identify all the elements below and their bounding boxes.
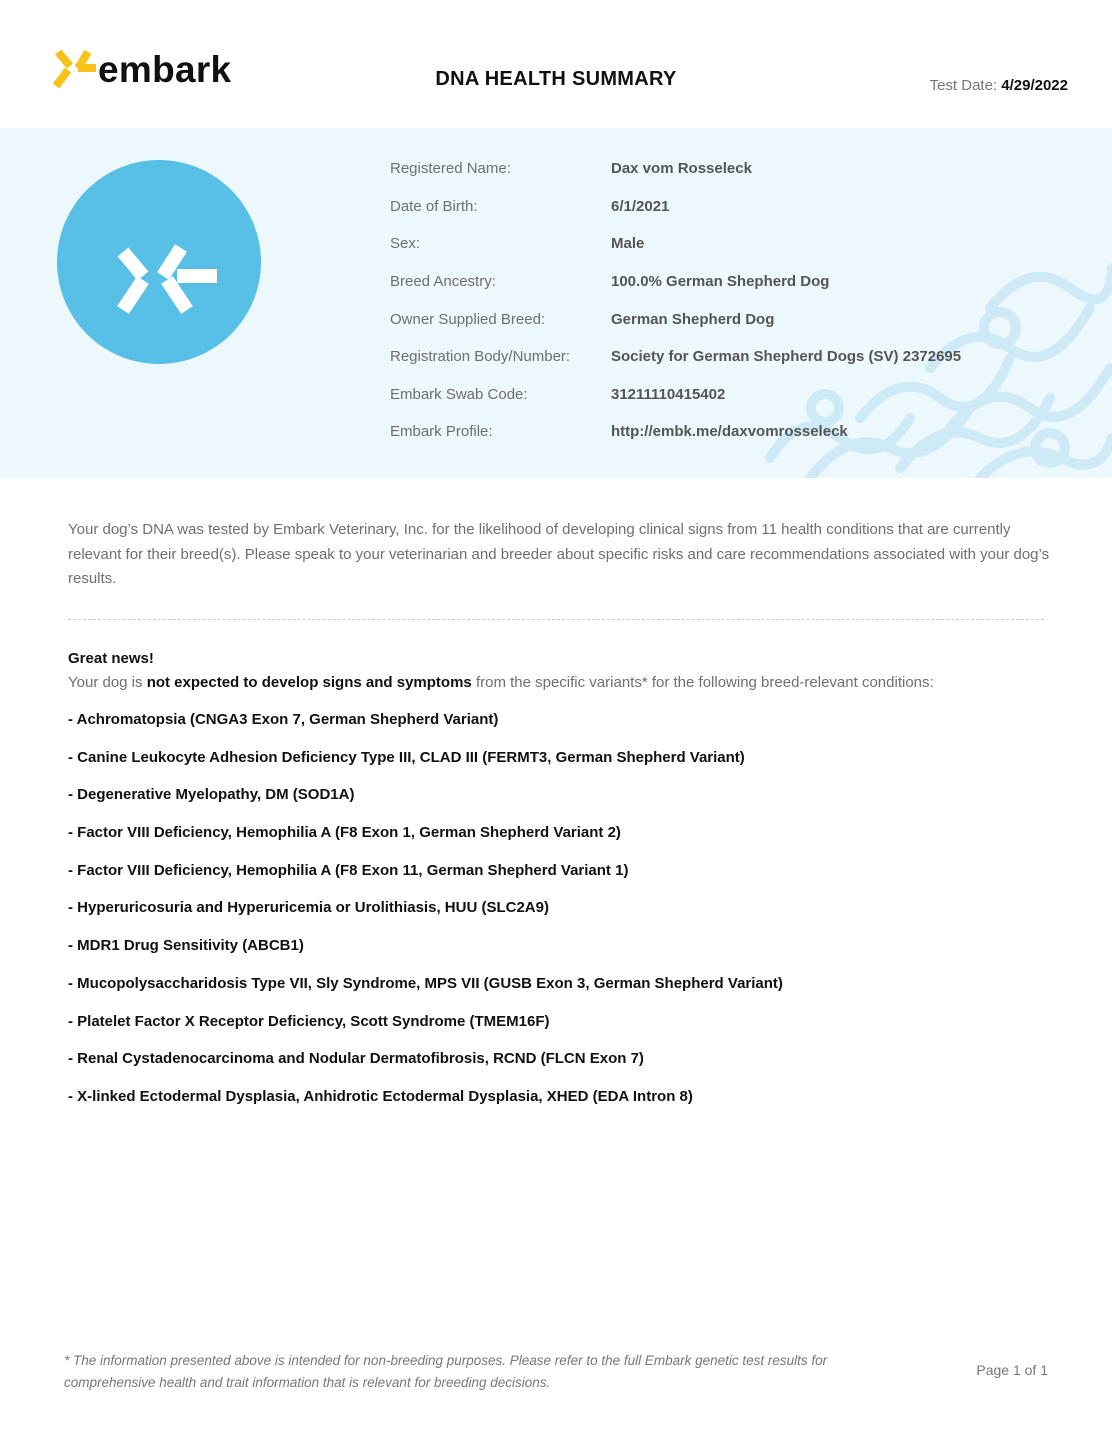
dog-avatar [57,160,261,364]
test-date-value: 4/29/2022 [1001,77,1068,94]
field-value: Society for German Shepherd Dogs (SV) 2372695 [611,348,962,366]
field-registered-name [390,150,961,188]
results-subheading [68,674,934,691]
intro-paragraph: Your dog’s DNA was tested by Embark Veterinary, Inc. for the likelihood of developing clinical signs from 11 health conditions that are currently relevant for their breed(s). Please speak to your veterinarian and breeder about specific risks and care recommendations associated with your dog’s results. [68,521,1050,587]
condition-item: - Renal Cystadenocarcinoma and Nodular Dermatofibrosis, RCND (FLCN Exon 7) [68,1050,644,1068]
field-swab-code [390,376,961,414]
footnote: * The information presented above is intended for non-breeding purposes. Please refer to the full Embark genetic test results for comprehensive health and trait information that is relevant for breeding decisions. [64,1353,828,1390]
field-value: Male [611,235,645,253]
condition-item: - Achromatopsia (CNGA3 Exon 7, German Shepherd Variant) [68,711,499,728]
condition-item: - X-linked Ectodermal Dysplasia, Anhidrotic Ectodermal Dysplasia, XHED (EDA Intron 8) [68,1087,693,1105]
condition-item: - MDR1 Drug Sensitivity (ABCB1) [68,937,304,955]
field-date-of-birth [390,188,961,226]
sub-suffix: from the specific variants* for the following breed-relevant conditions: [475,674,934,691]
logo-wordmark: embark [98,48,232,90]
field-label: Registered Name: [390,160,511,178]
section-divider [68,619,1044,620]
field-owner-supplied-breed [390,300,961,338]
field-value: 100.0% German Shepherd Dog [611,273,830,291]
condition-item: - Mucopolysaccharidosis Type VII, Sly Syndrome, MPS VII (GUSB Exon 3, German Shepherd Variant) [68,974,783,992]
condition-item: - Platelet Factor X Receptor Deficiency, Scott Syndrome (TMEM16F) [68,1012,550,1030]
conditions-list [68,709,783,1124]
condition-item: - Canine Leukocyte Adhesion Deficiency Type III, CLAD III (FERMT3, German Shepherd Variant) [68,748,745,766]
field-label: Sex: [390,235,421,253]
page-header [0,0,1112,128]
page-number: Page 1 of 1 [976,1362,1048,1378]
page-title: DNA HEALTH SUMMARY [435,68,677,90]
embark-mark-icon [57,160,261,364]
condition-item: - Factor VIII Deficiency, Hemophilia A (F8 Exon 1, German Shepherd Variant 2) [68,824,621,842]
field-label: Registration Body/Number: [390,348,571,366]
embark-profile-link[interactable]: http://embk.me/daxvomrosseleck [611,423,848,441]
field-value: 6/1/2021 [611,197,670,215]
condition-item: - Factor VIII Deficiency, Hemophilia A (F8 Exon 11, German Shepherd Variant 1) [68,861,629,879]
sub-prefix: Your dog is [68,674,143,691]
test-date [930,77,1068,94]
sub-bold: not expected to develop signs and symptoms [146,674,472,691]
field-registration [390,338,961,376]
field-value: Dax vom Rosseleck [611,160,752,178]
condition-item: - Degenerative Myelopathy, DM (SOD1A) [68,786,355,804]
condition-item: - Hyperuricosuria and Hyperuricemia or Urolithiasis, HUU (SLC2A9) [68,899,549,917]
field-label: Breed Ancestry: [390,273,496,291]
profile-fields [390,150,961,451]
dog-profile-panel [0,128,1112,478]
test-date-label: Test Date: [929,77,998,94]
field-label: Embark Profile: [390,423,493,441]
field-sex [390,225,961,263]
field-embark-profile [390,413,961,451]
field-label: Embark Swab Code: [390,385,528,403]
field-value: German Shepherd Dog [611,310,775,328]
results-heading: Great news! [68,650,154,667]
field-value: 31211110415402 [611,385,726,403]
field-label: Owner Supplied Breed: [390,310,546,328]
field-breed-ancestry [390,263,961,301]
field-label: Date of Birth: [390,197,478,215]
